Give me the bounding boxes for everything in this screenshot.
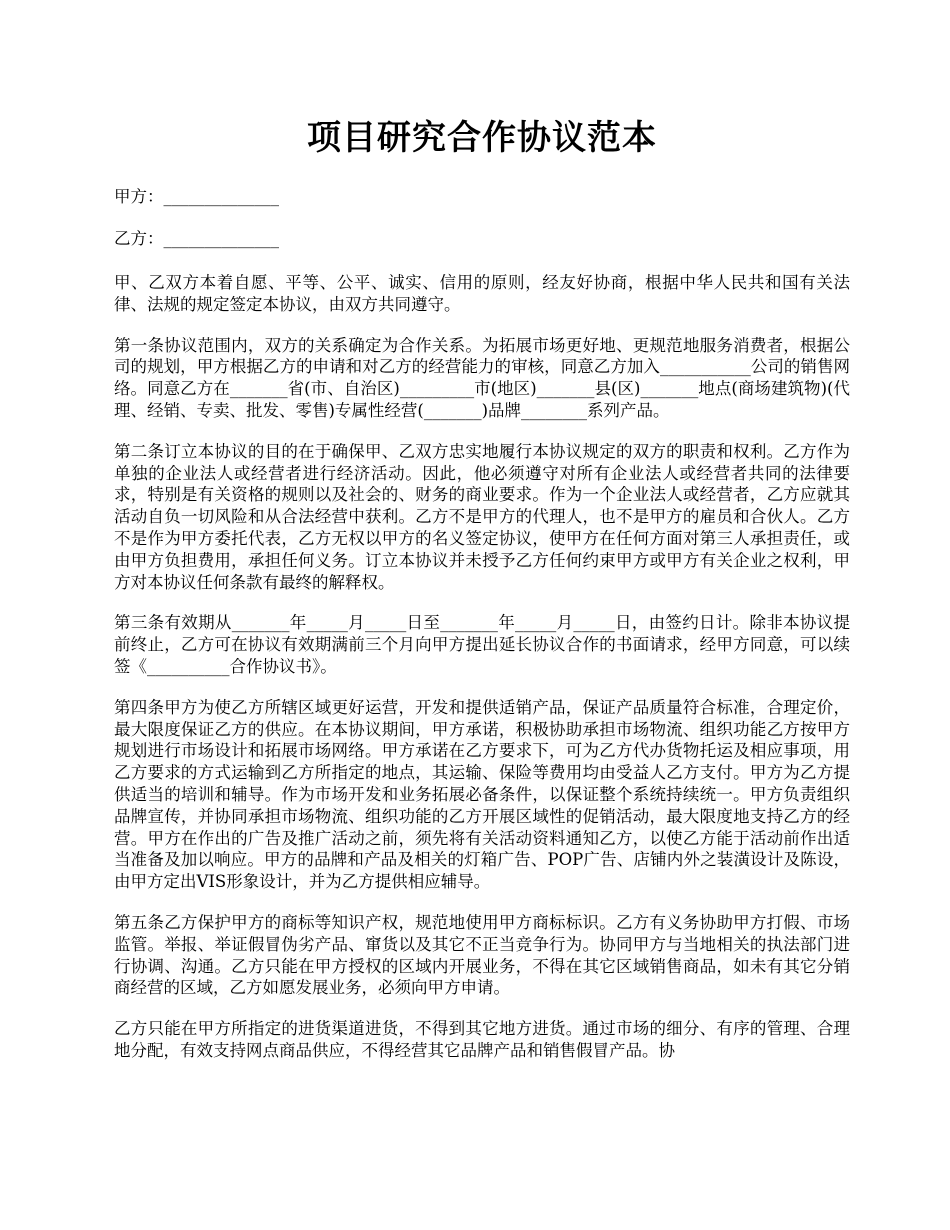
document-title: 项目研究合作协议范本 bbox=[307, 118, 657, 158]
article-1-paragraph: 第一条协议范围内，双方的关系确定为合作关系。为拓展市场更好地、更规范地服务消费者，根据公司的规划，甲方根据乙方的申请和对乙方的经营能力的审核，同意乙方加入___________公司的销售网络。同意乙方在_______省(市、自治区)_________市(地区)_______县(区)_______地点(商场建筑物)(代理、经销、专卖、批发、零售)专属性经营(_______)品牌________系列产品。 bbox=[114, 335, 850, 420]
article-5-paragraph: 第五条乙方保护甲方的商标等知识产权，规范地使用甲方商标标识。乙方有义务协助甲方打假、市场监管。举报、举证假冒伪劣产品、窜货以及其它不正当竞争行为。协同甲方与当地相关的执法部门进行协调、沟通。乙方只能在甲方授权的区域内开展业务，不得在其它区域销售商品，如未有其它分销商经营的区域，乙方如愿发展业务，必须向甲方申请。 bbox=[114, 912, 850, 998]
document-page bbox=[114, 0, 850, 1062]
party-b-field: 乙方：______________ bbox=[114, 229, 279, 248]
purchasing-channel-paragraph: 乙方只能在甲方所指定的进货渠道进货，不得到其它地方进货。通过市场的细分、有序的管理、合理地分配，有效支持网点商品供应，不得经营其它品牌产品和销售假冒产品。协 bbox=[114, 1019, 850, 1060]
preamble-paragraph: 甲、乙双方本着自愿、平等、公平、诚实、信用的原则，经友好协商，根据中华人民共和国有关法律、法规的规定签定本协议，由双方共同遵守。 bbox=[114, 273, 850, 314]
article-4-paragraph: 第四条甲方为使乙方所辖区域更好运营，开发和提供适销产品，保证产品质量符合标准，合理定价，最大限度保证乙方的供应。在本协议期间，甲方承诺，积极协助承担市场物流、组织功能乙方按甲方规划进行市场设计和拓展市场网络。甲方承诺在乙方要求下，可为乙方代办货物托运及相应事项，用乙方要求的方式运输到乙方所指定的地点，其运输、保险等费用均由受益人乙方支付。甲方为乙方提供适当的培训和辅导。作为市场开发和业务拓展必备条件，以保证整个系统持续统一。甲方负责组织品牌宣传，并协同承担市场物流、组织功能的乙方开展区域性的促销活动，最大限度地支持乙方的经营。甲方在作出的广告及推广活动之前，须先将有关活动资料通知乙方，以使乙方能于活动前作出适当准备及加以响应。甲方的品牌和产品及相关的灯箱广告、POP广告、店铺内外之装潢设计及陈设，由甲方定出VIS形象设计，并为乙方提供相应辅导。 bbox=[114, 697, 850, 892]
article-3-paragraph: 第三条有效期从_______年_____月_____日至_______年_____月_____日，由签约日计。除非本协议提前终止，乙方可在协议有效期满前三个月向甲方提出延长协议合作的书面请求，经甲方同意，可以续签《__________合作协议书》。 bbox=[114, 613, 850, 676]
party-a-field: 甲方：______________ bbox=[114, 187, 279, 206]
article-2-paragraph: 第二条订立本协议的目的在于确保甲、乙双方忠实地履行本协议规定的双方的职责和权利。乙方作为单独的企业法人或经营者进行经济活动。因此，他必须遵守对所有企业法人或经营者共同的法律要求，特别是有关资格的规则以及社会的、财务的商业要求。作为一个企业法人或经营者，乙方应就其活动自负一切风险和从合法经营中获利。乙方不是甲方的代理人，也不是甲方的雇员和合伙人。乙方不是作为甲方委托代表，乙方无权以甲方的名义签定协议，使甲方在任何方面对第三人承担责任，或由甲方负担费用，承担任何义务。订立本协议并未授予乙方任何约束甲方或甲方有关企业之权利，甲方对本协议任何条款有最终的解释权。 bbox=[114, 441, 850, 592]
